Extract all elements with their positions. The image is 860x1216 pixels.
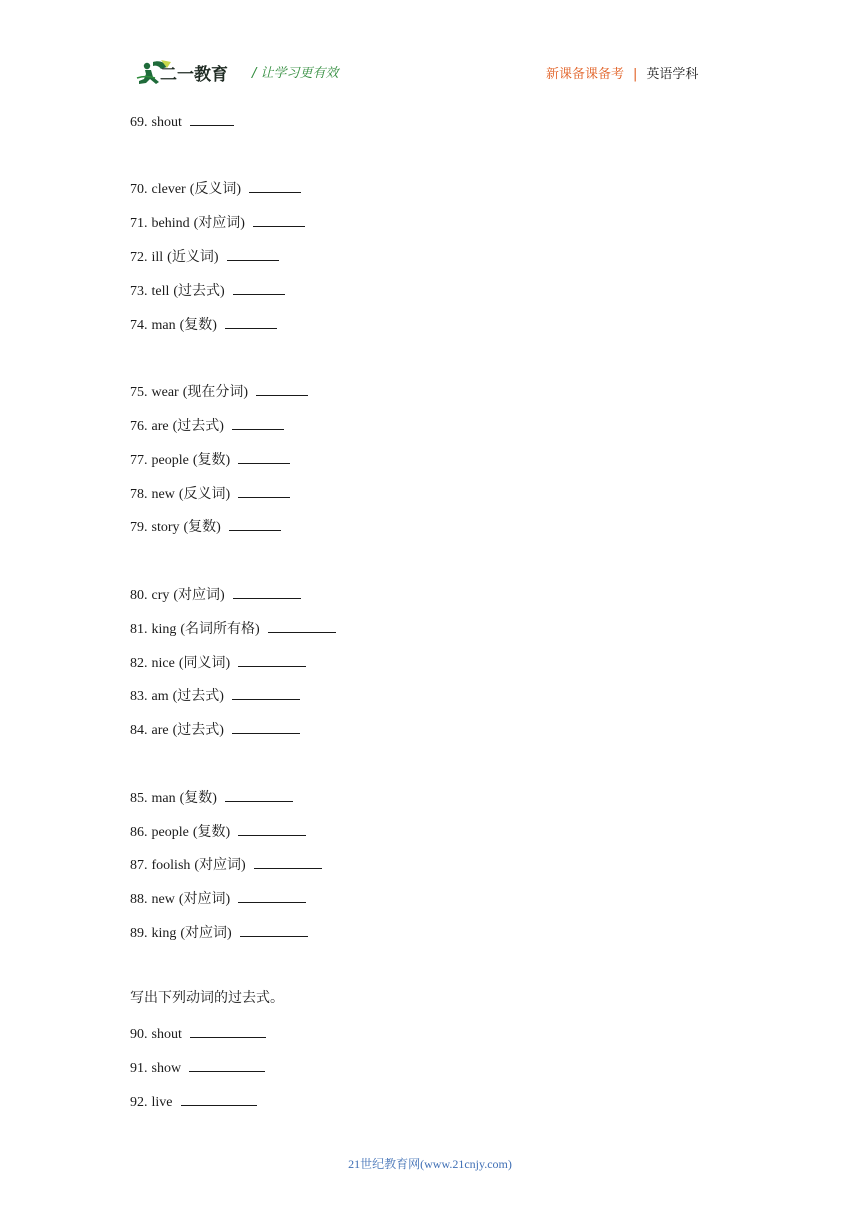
answer-blank[interactable] bbox=[232, 687, 300, 700]
question-number: 69. bbox=[130, 115, 148, 130]
question-word: live bbox=[151, 1095, 173, 1110]
question-hint: (对应词) bbox=[173, 588, 225, 603]
answer-blank[interactable] bbox=[233, 282, 285, 295]
question-number: 83. bbox=[130, 689, 148, 704]
question-number: 73. bbox=[130, 284, 148, 299]
question-number: 90. bbox=[130, 1027, 148, 1042]
question-number: 85. bbox=[130, 791, 148, 806]
subject-label: 英语学科 bbox=[646, 67, 699, 82]
question-item-89 bbox=[130, 924, 308, 943]
question-number: 87. bbox=[130, 858, 148, 873]
answer-blank[interactable] bbox=[238, 823, 306, 836]
question-word: man bbox=[151, 791, 176, 806]
question-item-70 bbox=[130, 180, 301, 199]
question-number: 77. bbox=[130, 453, 148, 468]
question-item-81 bbox=[130, 620, 336, 639]
header-separator: | bbox=[633, 67, 638, 82]
question-number: 81. bbox=[130, 622, 148, 637]
question-item-90 bbox=[130, 1025, 266, 1044]
question-item-74 bbox=[130, 316, 277, 335]
brand-name: 二一教育 bbox=[160, 65, 228, 85]
question-item-69 bbox=[130, 113, 234, 132]
header-course-info bbox=[546, 63, 698, 82]
answer-blank[interactable] bbox=[232, 721, 300, 734]
question-hint: (反义词) bbox=[189, 182, 242, 197]
question-word: people bbox=[151, 825, 189, 840]
question-item-85 bbox=[130, 789, 293, 808]
question-item-73 bbox=[130, 282, 285, 301]
question-item-82 bbox=[130, 654, 306, 673]
question-hint: (反义词) bbox=[178, 487, 231, 502]
question-hint: (对应词) bbox=[194, 858, 246, 873]
page-footer: 21世纪教育网(www.21cnjy.com) bbox=[348, 1157, 512, 1171]
question-item-88 bbox=[130, 890, 306, 909]
question-hint: (对应词) bbox=[180, 926, 232, 941]
question-hint: (过去式) bbox=[172, 689, 224, 704]
answer-blank[interactable] bbox=[225, 789, 293, 802]
question-word: am bbox=[151, 689, 169, 704]
course-label: 新课备课备考 bbox=[546, 67, 625, 82]
question-number: 72. bbox=[130, 250, 148, 265]
question-number: 88. bbox=[130, 892, 148, 907]
brand-slogan: / 让学习更有效 bbox=[252, 66, 339, 81]
question-number: 70. bbox=[130, 182, 148, 197]
question-number: 89. bbox=[130, 926, 148, 941]
question-item-71 bbox=[130, 214, 305, 233]
question-number: 91. bbox=[130, 1061, 148, 1076]
question-hint: (过去式) bbox=[172, 723, 224, 738]
answer-blank[interactable] bbox=[256, 383, 308, 396]
question-hint: (复数) bbox=[179, 791, 217, 806]
question-item-78 bbox=[130, 485, 290, 504]
answer-blank[interactable] bbox=[268, 620, 336, 633]
question-hint: (过去式) bbox=[172, 419, 224, 434]
question-word: clever bbox=[151, 182, 186, 197]
answer-blank[interactable] bbox=[227, 248, 279, 261]
answer-blank[interactable] bbox=[238, 485, 290, 498]
question-number: 92. bbox=[130, 1095, 148, 1110]
question-number: 82. bbox=[130, 656, 148, 671]
question-item-72 bbox=[130, 248, 279, 267]
answer-blank[interactable] bbox=[189, 1059, 265, 1072]
question-word: behind bbox=[151, 216, 190, 231]
question-hint: (过去式) bbox=[173, 284, 225, 299]
question-word: new bbox=[151, 892, 175, 907]
question-word: ill bbox=[151, 250, 164, 265]
question-word: new bbox=[151, 487, 175, 502]
answer-blank[interactable] bbox=[240, 924, 308, 937]
answer-blank[interactable] bbox=[181, 1093, 257, 1106]
answer-blank[interactable] bbox=[238, 654, 306, 667]
answer-blank[interactable] bbox=[249, 180, 301, 193]
question-hint: (复数) bbox=[192, 453, 231, 468]
answer-blank[interactable] bbox=[229, 518, 281, 531]
answer-blank[interactable] bbox=[190, 113, 234, 126]
question-item-75 bbox=[130, 383, 308, 402]
question-hint: (复数) bbox=[192, 825, 231, 840]
answer-blank[interactable] bbox=[238, 890, 306, 903]
question-hint: (名词所有格) bbox=[180, 622, 260, 637]
question-word: story bbox=[151, 520, 180, 535]
question-item-76 bbox=[130, 417, 284, 436]
answer-blank[interactable] bbox=[238, 451, 290, 464]
question-word: shout bbox=[151, 1027, 182, 1042]
question-number: 86. bbox=[130, 825, 148, 840]
question-word: cry bbox=[151, 588, 170, 603]
question-item-77 bbox=[130, 451, 290, 470]
question-hint: (同义词) bbox=[178, 656, 231, 671]
question-word: man bbox=[151, 318, 176, 333]
question-hint: (复数) bbox=[183, 520, 221, 535]
answer-blank[interactable] bbox=[253, 214, 305, 227]
question-word: tell bbox=[151, 284, 170, 299]
question-word: show bbox=[151, 1061, 182, 1076]
question-word: people bbox=[151, 453, 189, 468]
question-hint: (复数) bbox=[179, 318, 217, 333]
question-word: king bbox=[151, 926, 177, 941]
question-item-84 bbox=[130, 721, 300, 740]
question-number: 79. bbox=[130, 520, 148, 535]
answer-blank[interactable] bbox=[233, 586, 301, 599]
question-word: are bbox=[151, 419, 169, 434]
question-number: 76. bbox=[130, 419, 148, 434]
answer-blank[interactable] bbox=[254, 856, 322, 869]
question-hint: (对应词) bbox=[178, 892, 231, 907]
question-hint: (近义词) bbox=[167, 250, 219, 265]
question-hint: (对应词) bbox=[193, 216, 245, 231]
question-word: are bbox=[151, 723, 169, 738]
answer-blank[interactable] bbox=[190, 1025, 266, 1038]
section-instruction: 写出下列动词的过去式。 bbox=[130, 991, 284, 1006]
answer-blank[interactable] bbox=[225, 316, 277, 329]
question-item-79 bbox=[130, 518, 281, 537]
question-item-83 bbox=[130, 687, 300, 706]
question-number: 84. bbox=[130, 723, 148, 738]
question-hint: (现在分词) bbox=[182, 385, 249, 400]
question-item-91 bbox=[130, 1059, 265, 1078]
question-word: shout bbox=[151, 115, 182, 130]
question-item-86 bbox=[130, 823, 306, 842]
question-number: 74. bbox=[130, 318, 148, 333]
question-word: foolish bbox=[151, 858, 191, 873]
question-item-80 bbox=[130, 586, 301, 605]
question-item-87 bbox=[130, 856, 322, 875]
question-word: wear bbox=[151, 385, 179, 400]
question-number: 80. bbox=[130, 588, 148, 603]
question-number: 78. bbox=[130, 487, 148, 502]
answer-blank[interactable] bbox=[232, 417, 284, 430]
page-header bbox=[0, 0, 860, 95]
question-item-92 bbox=[130, 1093, 257, 1112]
question-word: king bbox=[151, 622, 177, 637]
question-number: 75. bbox=[130, 385, 148, 400]
question-word: nice bbox=[151, 656, 175, 671]
question-number: 71. bbox=[130, 216, 148, 231]
